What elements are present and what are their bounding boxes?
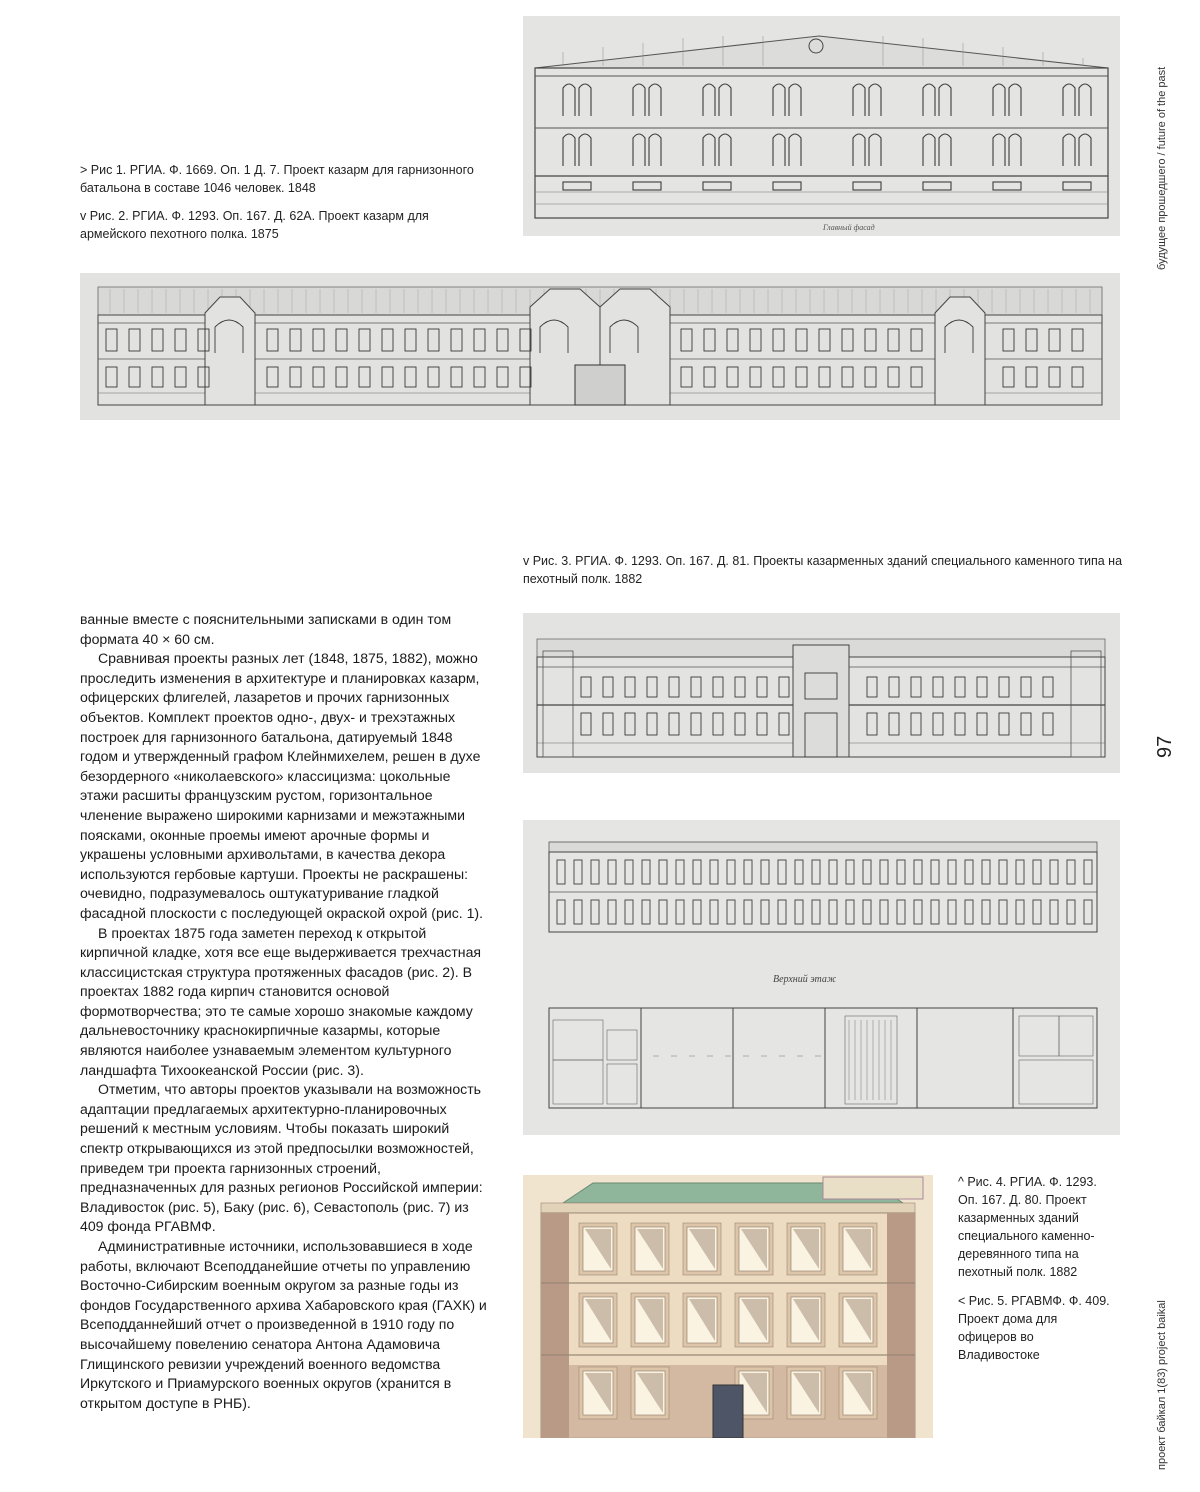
paragraph-3: В проектах 1875 года заметен переход к открытой кирпичной кладке, хотя все еще выдерживается трехчастная классицистская структура протяженных фасадов (рис. 2). В проектах 1882 года кирпич становится основой формотворчества; это те самые хорошо знакомые каждому дальневосточнику краснокирпичные казармы, которые являются наиболее узнаваемым элементом культурного ландшафта Тихоокеанской России (рис. 3). xyxy=(80,924,482,1078)
caption-fig3: v Рис. 3. РГИА. Ф. 1293. Оп. 167. Д. 81. Проекты казарменных зданий специального каменного типа на пехотный полк. 1882 xyxy=(523,554,1123,586)
running-head: будущее прошедшего / future of the past xyxy=(1156,66,1168,270)
caption-fig4: ^ Рис. 4. РГИА. Ф. 1293. Оп. 167. Д. 80. Проект казарменных зданий специального каменно-деревянного типа на пехотный полк. 1882 xyxy=(958,1175,1097,1279)
paragraph-4: Отметим, что авторы проектов указывали на возможность адаптации предлагаемых архитектурно-планировочных решений к местным условиям. Чтобы показать широкий спектр открывающихся из этой предпосылки возможностей, приведем три проекта гарнизонных строений, предназначенных для разных регионов Российской империи: Владивосток (рис. 5), Баку (рис. 6), Севастополь (рис. 7) из 409 фонда РГАВМФ. xyxy=(80,1081,483,1235)
figure-1-facade-1848 xyxy=(523,16,1120,236)
page-number: 97 xyxy=(1154,735,1176,758)
running-foot: проект байкал 1(83) project baikal xyxy=(1156,1300,1168,1470)
fig1-scale-label: Главный фасад xyxy=(823,223,875,232)
paragraph-5: Административные источники, использовавшиеся в ходе работы, включают Всеподданейшие отчеты по управлению Восточно-Сибирским военным округом за разные годы из фондов Государственного архива Хабаровского края (ГАХК) и Всеподданнейший отчет о произведенной в 1910 году по высочайшему повелению сенатора Антона Адамовича Глищинского ревизии учреждений военного ведомства Иркутского и Приамурского военных округов (хранится в открытом доступе в РНБ). xyxy=(80,1238,487,1411)
figure-2-facade-1875 xyxy=(80,273,1120,420)
paragraph-2: Сравнивая проекты разных лет (1848, 1875, 1882), можно проследить изменения в архитектуре и планировках казарм, офицерских флигелей, лазаретов и прочих гарнизонных объектов. Комплект проектов одно-, двух- и трехэтажных построек для гарнизонного батальона, датируемый 1848 годом и утвержденный графом Клейнмихелем, решен в духе безордерного «николаевского» классицизма: цокольные этажи расшиты французским рустом, горизонтальное членение выражено широкими карнизами и межэтажными поясками, оконные проемы имеют арочные формы и украшены условными архивольтами, в качества декора используются гербовые картуши. Проекты не раскрашены: очевидно, подразумевалось оштукатуривание гладкой фасадной плоскости с последующей окраской охрой (рис. 1). xyxy=(80,650,484,921)
caption-fig2: v Рис. 2. РГИА. Ф. 1293. Оп. 167. Д. 62А. Проект казарм для армейского пехотного полка. 1875 xyxy=(80,209,429,241)
figure-5-officers-house xyxy=(523,1175,933,1438)
caption-fig5: < Рис. 5. РГАВМФ. Ф. 409. Проект дома для офицеров во Владивостоке xyxy=(958,1294,1110,1362)
paragraph-1: ванные вместе с пояснительными записками в один том формата 40 × 60 см. xyxy=(80,611,452,647)
caption-fig1: > Рис 1. РГИА. Ф. 1669. Оп. 1 Д. 7. Проект казарм для гарнизонного батальона в составе 1046 человек. 1848 xyxy=(80,163,474,195)
fig4-plan-label: Верхний этаж xyxy=(773,974,837,985)
article-body xyxy=(80,610,492,1413)
figure-3-facade-1882 xyxy=(523,613,1120,773)
figure-4-facade-and-plan xyxy=(523,820,1120,1135)
